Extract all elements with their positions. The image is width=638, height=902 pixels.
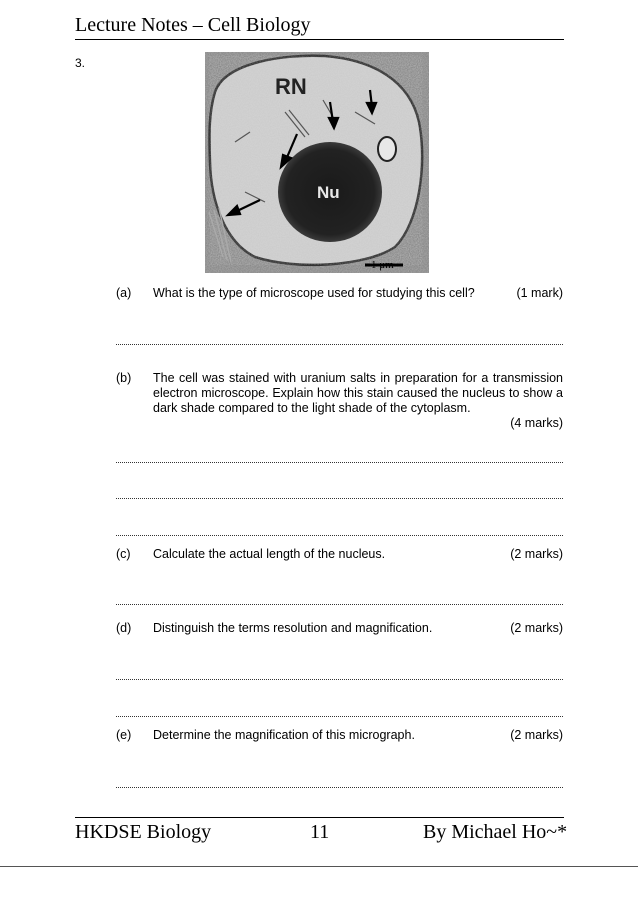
page-edge [0,866,638,867]
answer-line [116,679,563,680]
part-d-label: (d) [116,621,132,635]
part-d-marks: (2 marks) [510,621,563,635]
part-c-marks: (2 marks) [510,547,563,561]
part-e-marks: (2 marks) [510,728,563,742]
part-b-text: The cell was stained with uranium salts in preparation for a transmission electron microscope. Explain how this stain caused the nucleus to show a dark shade compared to the light shade of the cytoplasm. [153,371,563,415]
footer-rule [75,817,564,818]
question-number: 3. [75,56,86,70]
part-a-marks: (1 mark) [516,286,563,300]
answer-line [116,535,563,536]
page-number: 11 [310,821,330,843]
label-nu: Nu [317,183,340,202]
part-c-label: (c) [116,547,131,561]
answer-line [116,604,563,605]
part-b-marks: (4 marks) [510,416,563,430]
header-title: Lecture Notes – Cell Biology [75,14,311,36]
part-d-text: Distinguish the terms resolution and magnification. [153,621,433,635]
footer-course: HKDSE Biology [75,821,212,843]
part-e-text: Determine the magnification of this micrograph. [153,728,415,742]
part-b-label: (b) [116,371,132,385]
answer-line [116,462,563,463]
label-rn: RN [275,74,307,99]
part-a-text: What is the type of microscope used for studying this cell? [153,286,475,300]
mitochondrion-shape [378,137,396,161]
scale-bar-label: 1 μm [371,259,394,271]
answer-line [116,498,563,499]
answer-line [116,344,563,345]
part-a-label: (a) [116,286,132,300]
answer-line [116,716,563,717]
electron-micrograph [205,52,429,273]
part-c-text: Calculate the actual length of the nucleus. [153,547,386,561]
footer-author: By Michael Ho~* [423,821,568,843]
part-e-label: (e) [116,728,132,742]
header-rule [75,39,564,40]
answer-line [116,787,563,788]
